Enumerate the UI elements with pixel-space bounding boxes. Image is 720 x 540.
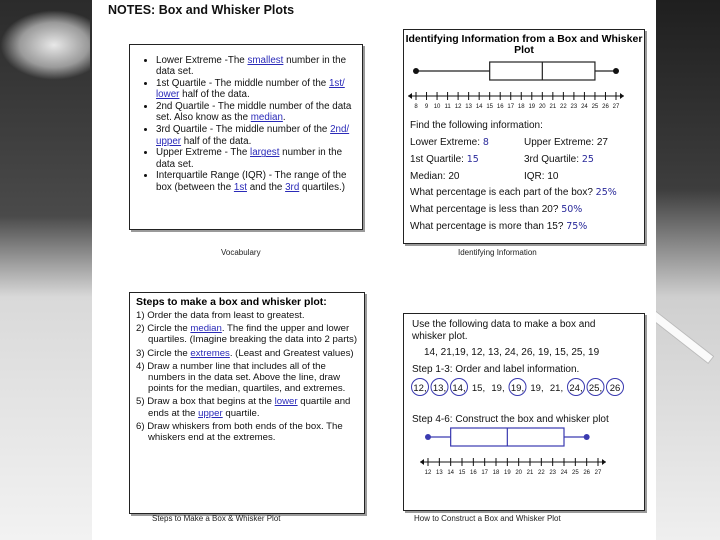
- ordered-value: 14,: [452, 383, 466, 394]
- tick-label: 20: [538, 104, 546, 110]
- vocab-keyword: smallest: [247, 55, 284, 66]
- steps-caption: Steps to Make a Box & Whisker Plot: [152, 514, 281, 523]
- tick-label: 13: [435, 470, 443, 476]
- step-item: 2) Circle the median. The find the upper and lower quartiles. (Imagine breaking the data into 2 parts): [136, 323, 358, 346]
- background-right: [656, 0, 720, 540]
- vocab-item: • 1st Quartile - The middle number of the 1st/ lower half of the data.: [156, 78, 356, 101]
- step-keyword: extremes: [190, 347, 230, 359]
- ordered-value: 26: [609, 383, 621, 394]
- ordered-data: [404, 376, 644, 398]
- min-point: [425, 434, 431, 440]
- tick-label: 26: [583, 470, 591, 476]
- ordered-value: 21,: [549, 383, 564, 394]
- question-pct-box-text: What percentage is each part of the box?: [410, 187, 593, 198]
- ordered-value: 15,: [471, 383, 486, 394]
- ordered-value: 19,: [530, 383, 544, 394]
- vocab-item: • 2nd Quartile - The middle number of the data set. Also know as the median.: [156, 101, 356, 124]
- tick-label: 17: [507, 104, 515, 110]
- tick-label: 19: [503, 470, 511, 476]
- vocab-keyword: 3rd: [285, 181, 300, 193]
- tick-label: 27: [594, 470, 602, 476]
- steps-box: [129, 292, 365, 514]
- tick-label: 13: [465, 104, 472, 110]
- vocab-item: • Interquartile Range (IQR) - The range of the box (between the 1st and the 3rd quartiles.): [156, 170, 356, 193]
- tick-label: 22: [537, 470, 545, 476]
- q1: [410, 154, 479, 165]
- tick-label: 23: [549, 470, 557, 476]
- tick-label: 20: [515, 470, 523, 476]
- construct-box: [403, 313, 645, 511]
- median-label: Median: 20: [410, 171, 460, 182]
- vocabulary-caption: Vocabulary: [221, 248, 261, 257]
- tick-label: 10: [433, 104, 441, 110]
- arrow-left-icon: [408, 93, 412, 99]
- question-less20-text: What percentage is less than 20?: [410, 204, 559, 215]
- step-keyword: upper: [198, 407, 223, 419]
- identifying-heading: Identifying Information from a Box and Whisker Plot: [405, 33, 643, 56]
- lamp-decoration: [0, 10, 90, 80]
- vocab-item: • Upper Extreme - The largest number in the data set.: [156, 147, 356, 170]
- identifying-caption: Identifying Information: [458, 248, 537, 257]
- tick-label: 15: [458, 470, 466, 476]
- answer-pct-box: 25%: [595, 187, 617, 198]
- page-title: NOTES: Box and Whisker Plots: [108, 3, 295, 17]
- tick-label: 11: [444, 104, 451, 110]
- vocab-keyword: largest: [250, 147, 280, 159]
- tick-label: 24: [581, 104, 588, 110]
- step-item: 5) Draw a box that begins at the lower quartile and ends at the upper quartile.: [136, 396, 351, 419]
- step-keyword: median: [190, 323, 222, 335]
- arrow-right-icon: [602, 459, 606, 465]
- step-item: 3) Circle the extremes. (Least and Greatest values): [136, 347, 354, 359]
- tick-label: 27: [612, 104, 620, 110]
- arrow-right-icon: [620, 93, 624, 99]
- tick-label: 25: [571, 470, 579, 476]
- lower-extreme-answer: 8: [482, 137, 489, 148]
- q3-answer: 25: [581, 154, 594, 165]
- tick-label: 21: [549, 104, 557, 110]
- construct-step13: Step 1-3: Order and label information.: [412, 364, 580, 375]
- tick-label: 14: [447, 470, 455, 476]
- identifying-plot: [404, 56, 644, 116]
- max-point: [584, 434, 590, 440]
- step-item: 4) Draw a number line that includes all of the numbers in the data set. Above the line, draw points for the median, quartiles, and extremes.: [136, 360, 346, 395]
- tick-label: 18: [517, 104, 525, 110]
- question-pct-box: [410, 187, 617, 198]
- vocabulary-box: [129, 44, 363, 230]
- ordered-value: 13,: [432, 383, 447, 394]
- tick-label: 17: [481, 470, 489, 476]
- construct-intro: Use the following data to make a box and whisker plot.: [412, 319, 596, 342]
- tick-label: 14: [475, 104, 483, 110]
- steps-list: [130, 308, 364, 443]
- vocab-item: • Lower Extreme -The smallest number in the data set.: [156, 55, 356, 78]
- tick-label: 15: [486, 104, 494, 110]
- tick-label: 24: [560, 470, 568, 476]
- ordered-value: 24,: [569, 383, 583, 394]
- ordered-value: 19,: [510, 383, 525, 394]
- construct-caption: How to Construct a Box and Whisker Plot: [414, 514, 561, 523]
- question-more15: [410, 221, 587, 232]
- vocab-keyword: median: [250, 112, 283, 124]
- tick-label: 23: [570, 104, 578, 110]
- tick-label: 19: [528, 104, 536, 110]
- lower-extreme-label: Lower Extreme:: [410, 137, 481, 148]
- tick-label: 18: [492, 470, 500, 476]
- step-keyword: lower: [274, 396, 298, 408]
- arrow-left-icon: [420, 459, 424, 465]
- q1-answer: 15: [466, 154, 479, 165]
- tick-label: 12: [424, 470, 432, 476]
- construct-step46: Step 4-6: Construct the box and whisker plot: [412, 414, 609, 425]
- upper-extreme-label: Upper Extreme:: [524, 137, 595, 148]
- lower-extreme: [410, 137, 489, 148]
- ordered-value: 12,: [413, 383, 427, 394]
- answer-less20: 50%: [561, 204, 583, 215]
- vocabulary-list: [130, 45, 362, 193]
- steps-heading: Steps to make a box and whisker plot:: [136, 296, 327, 308]
- ordered-value: 25,: [588, 383, 603, 394]
- answer-more15: 75%: [566, 221, 588, 232]
- notes-page: [92, 0, 656, 540]
- upper-extreme-answer: 27: [596, 137, 608, 148]
- question-more15-text: What percentage is more than 15?: [410, 221, 564, 232]
- tick-label: 16: [496, 104, 504, 110]
- tick-label: 26: [602, 104, 609, 110]
- q1-label: 1st Quartile:: [410, 154, 464, 165]
- tick-label: 22: [560, 104, 567, 110]
- upper-extreme: [524, 137, 608, 148]
- vocab-keyword: 1st: [233, 181, 247, 193]
- tick-label: 9: [424, 104, 429, 110]
- tick-label: 8: [414, 104, 418, 110]
- vocab-item: • 3rd Quartile - The middle number of the 2nd/ upper half of the data.: [156, 124, 356, 147]
- q3: [524, 154, 594, 165]
- identifying-info-box: [403, 29, 645, 244]
- vocab-keyword: 2nd/ upper: [156, 124, 350, 147]
- q3-label: 3rd Quartile:: [524, 154, 580, 165]
- min-point: [413, 68, 419, 74]
- tick-label: 16: [469, 470, 477, 476]
- construct-plot: [404, 426, 644, 498]
- ordered-value: 19,: [491, 383, 505, 394]
- max-point: [613, 68, 619, 74]
- iqr-label: IQR: 10: [524, 171, 559, 182]
- question-less20: [410, 204, 582, 215]
- tick-label: 25: [591, 104, 599, 110]
- find-label: Find the following information:: [410, 120, 543, 131]
- vocab-keyword: 1st/ lower: [156, 78, 345, 101]
- tick-label: 12: [454, 104, 462, 110]
- tick-label: 21: [526, 470, 534, 476]
- background-left: [0, 0, 92, 540]
- step-item: 6) Draw whiskers from both ends of the box. The whiskers end at the extremes.: [136, 420, 343, 444]
- construct-data: 14, 21,19, 12, 13, 24, 26, 19, 15, 25, 19: [424, 347, 600, 358]
- step-item: 1) Order the data from least to greatest.: [136, 310, 305, 321]
